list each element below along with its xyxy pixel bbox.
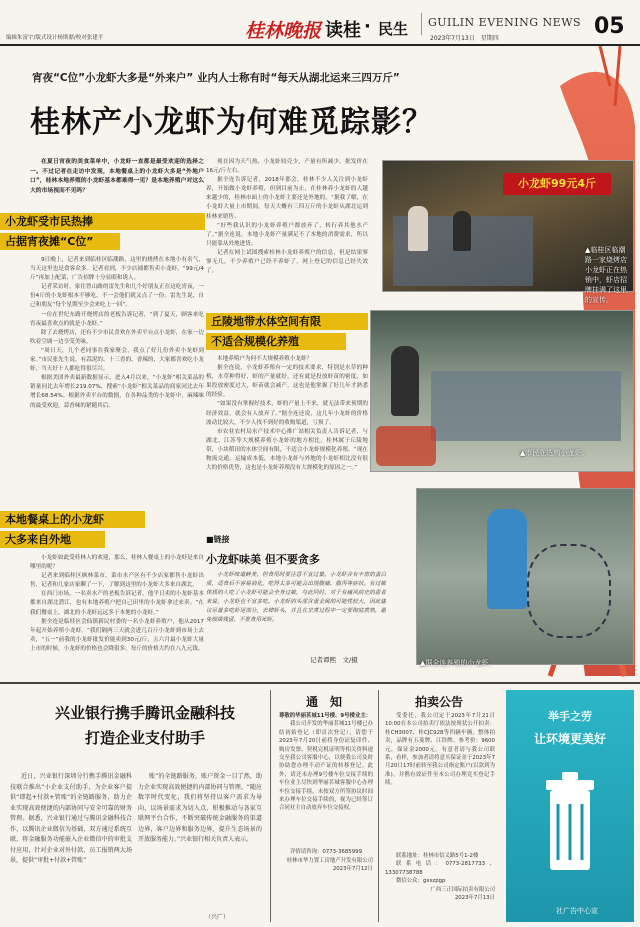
section1-heading-line2: 占据宵夜摊“C位” <box>0 233 120 250</box>
english-name: GUILIN EVENING NEWS <box>428 16 582 29</box>
price-sign: 小龙虾99元4斤 <box>503 173 611 195</box>
paragraph: 据全连是临桂区会仙镇新民村委的一名小龙虾养殖户，他从2017年起开始养殖小龙虾。“我们隔两三天就会进几百斤小龙虾到市场上去卖，“五一”前我的小龙虾批发价能卖到30元/斤，五六月最小龙虾大量上市的时候，小龙虾的价格也会降很多，每斤的价格大约在八九元钱。 <box>30 618 204 652</box>
psa-line1: 举手之劳 <box>548 710 592 723</box>
paragraph: 据全连说，小龙虾养殖有一定的技术要求，特别是水草的种植，水草种得好，虾的产量就好，还有就是投放虾苗的密度，如果投放密度过大，虾苗就会减产，这也是他掌握了好几年才熟悉的经验。 <box>206 365 368 399</box>
bank-title-line1: 兴业银行携手腾讯金融科技 <box>54 704 235 722</box>
auction-date: 2023年7月13日 <box>454 895 495 902</box>
article-headline: 桂林产小龙虾为何难觅踪影？ <box>30 105 433 140</box>
section2-heading-line1: 本地餐桌上的小龙虾 <box>0 511 145 528</box>
link-label: ■链接 <box>206 535 230 544</box>
photo-farmer-net <box>416 488 634 665</box>
section2-heading-line2: 大多来自外地 <box>0 531 105 548</box>
auction-company: 广西三正国际拍卖有限公司 <box>430 886 495 893</box>
article-lead: 在夏日宵夜的美食菜单中，小龙虾一直都是最受欢迎的选择之一。不过记者在走访中发现，本地餐桌上的小龙虾大多是“外地户口”，桂林本地养殖的小龙虾基本都难得一见？是本地养殖户对这么大的市场视而不见吗？ <box>30 159 204 194</box>
notice-body: 我公司开发的华丽茗城11号楼已办结初始登记（即首次登记），请您于2023年7月20日前将身份证复印件、购房发票、契税完税证明等相关资料递交至我公司客服中心，以便我公司及时协助您办理不动产证的转移登记。此外，请还未办理9号楼车位交接手续的车位业主尽快到华丽茗城客服中心办理车位交接手续。未按双方所签协议时间来办理车位交接手续的，视为已经签订合同业主自动放弃车位交接权。 <box>279 721 373 812</box>
section3-heading-line2: 不适合规模化养殖 <box>206 333 346 350</box>
paragraph: 9日晚上，记者来到临桂区临潮路，这里的烧烤在本地小有名气，当天这里也是食客众多。记者看到，不少店铺都售卖小龙虾，“99元/4斤”再加上配菜，广告招牌十分显眼和诱人。 <box>30 257 204 282</box>
auction-address: 联系地址：桂林市信义路5号1-2楼 <box>396 853 479 859</box>
notice-signature: 桂林市华力置工房地产开发有限公司 <box>286 857 373 864</box>
section-divider <box>0 682 640 684</box>
paragraph: “如果没有掌握好技术，虾的产量上不来，就无法带来预期的经济效益，就会有人放弃了。”据全连还说，这几年小龙虾的价格波动比较大，不少人找不到好的收购渠道，亏损了。 <box>206 401 368 426</box>
section3-heading-line1: 丘陵地带水体空间有限 <box>206 313 368 330</box>
bank-byline: （兴广） <box>205 914 230 921</box>
vendor-figure <box>391 346 419 416</box>
link-title: 小龙虾味美 但不要贪多 <box>206 553 320 566</box>
section-dot: · <box>364 16 371 37</box>
article-column-1 <box>30 256 204 506</box>
paragraph: 现在因为天气热，小龙虾较壳少，产量有所减少，批发价在16元/斤左右。 <box>206 159 368 175</box>
paragraph: 本地养殖户为何不大规模养殖小龙虾？ <box>217 356 313 362</box>
article-kicker: 宵夜“C位”小龙虾大多是“外来户” 业内人士称有时“每天从湖北运来三四万斤” <box>32 72 400 84</box>
auction-phone: 联系电话：0773-2817733、13307738788 <box>385 861 495 876</box>
article-column-2-top <box>206 158 368 308</box>
paragraph: 根据美团外卖最新数据显示，进入4月以来，“小龙虾”相关菜品的销量同比去年增长219.07%，搜索“小龙虾”相关菜品的商家同比去年增长68.54%。根据外卖平台的数据，在各种品类的小龙虾中，麻辣味的最受欢迎，蒜香味的紧随其后。 <box>30 375 204 409</box>
auction-body: 受委托，我公司定于2023年7月21日10:00在本公司拍卖厅依法按现状公开拍卖：桂CH3007、桂CJC928等四辆车辆，整体拍卖，品牌有五菱牌、江铃牌、参考价：9600元，保证金2000元。有意者请与我公司联系，看样，参加者请将意买保证金于2023年7月20日17时前转至我公司指定账户(以款到为准)，并携有效证件至本公司办理竞买登记手续。 <box>385 713 495 787</box>
paragraph: 账”的全链路服务，账户资金一目了然，助力企业实现高效便捷的内部协同与管理。“随应数字时代变化，我们将坚持以客户需求为导向，以场景需求为切入点，积极推动与各家互联网平台合作，不断突破传统金融服务的渠道边界，客户边界和服务边界，提升生态场景的开放服务能力。”兴业银行相关负责人表示。 <box>138 773 262 843</box>
crayfish-basin <box>376 426 436 466</box>
paragraph: 在西门市场，一名卖水产的老板告诉记者，他平日卖的小龙虾基本都来自湖北潜江，也有本地养殖户把自己田里的小龙虾拿过来卖。“在我们餐桌上，湖北的小龙虾远远多于本地的小龙虾。” <box>30 591 204 616</box>
masthead-divider <box>421 13 422 35</box>
bank-title-line2: 打造企业支付助手 <box>84 729 205 747</box>
byline: 记者谭熙 文/摄 <box>310 656 358 664</box>
masthead <box>0 0 640 46</box>
paragraph: 小龙虾如此受桂林人的欢迎，那么，桂林人餐桌上的小龙虾是来自哪里的呢？ <box>30 555 204 571</box>
diner-figure <box>453 211 471 251</box>
section1-heading-line1: 小龙虾受市民热捧 <box>0 213 205 230</box>
diner-figure <box>408 206 428 251</box>
article-column-1b <box>30 554 204 684</box>
psa-line2: 让环境更美好 <box>533 732 606 746</box>
section-name: 读桂 <box>325 20 361 41</box>
section-sub: 民生 <box>378 20 409 38</box>
trash-bin-icon <box>544 770 596 880</box>
paper-logo: 桂林晚报 <box>245 20 322 42</box>
paragraph: 一位在世纪东路开烧烤店的老板告诉记者，“到了夏天，顾客来吃宵夜最喜欢点的就是小龙虾。” <box>30 311 204 327</box>
fishing-net <box>527 544 611 638</box>
paragraph: 除了去烧烤店，还有不少市民喜欢在外卖平台点小龙虾，在家一边吹着空调一边享受美味。 <box>30 329 204 345</box>
paragraph: 记者在网上试图搜索桂林小龙虾养殖户的信息，但是结果寥寥无几，不少养殖户已经不养虾了，网上登记的信息已经失效了。 <box>206 249 368 275</box>
link-text <box>206 571 386 651</box>
notice-addressee: 尊敬的华丽茗城11号楼、9号楼业主： <box>279 713 372 719</box>
date-line: 2023年7月13日 星期四 <box>430 35 499 42</box>
notice-box <box>270 690 377 922</box>
farmer-figure <box>487 509 527 609</box>
psa-panel <box>506 690 634 922</box>
paragraph: “好些我认识的小龙虾养殖户都放弃了，转行养其他水产了。”据全连说，本地小龙虾产量满足不了本地的消费需求，所以只能靠从外地进货。 <box>206 222 368 247</box>
notice-date: 2023年7月12日 <box>332 866 373 873</box>
page-number: 05 <box>594 14 625 39</box>
paragraph: “周日天，几个老同事在我家聚会，我点了好几份外卖小龙虾到家。”市民张先生说，有蒜泥的、十三香的、香辣的，大家都喜欢吃小龙虾，当天好十人都吃得很尽兴。 <box>30 347 204 373</box>
paragraph: 据全连告诉记者，2018年那会，桂林不少人关注到小龙虾养，开始做小龙虾养殖，但到目前为止，在桂林养小龙虾的人越来越少的，桂林市面上的小龙虾主要还是外地的。“据我了解，在小龙虾大量上市期间，每天大概有三四万斤的小龙虾从湖北运到桂林来销售。 <box>206 177 368 220</box>
auction-title: 拍卖公告 <box>414 695 463 709</box>
auction-box <box>378 690 499 922</box>
psa-footer: 社广告中心宣 <box>556 907 598 915</box>
editor-credits: 编辑朱富宇/版式设计杨斯鼎/校对张建平 <box>6 35 104 41</box>
notice-hotline: 详情请咨询：0773-3685999 <box>290 849 363 856</box>
seafood-tanks <box>431 371 621 441</box>
paragraph: 市农业农村局水产技术中心推广站相关负责人告诉记者，与湖北、江苏等大规模养殖小龙虾的地方相比，桂林属于丘陵地带，小块稻田的水体空间有限，不适合小龙虾规模化养殖。“现在物流交通，运输成本低，本地小龙虾与外地的小龙虾相比没有很大的价格优势，这也是小龙虾养殖没有大规模化的原因之一。” <box>206 428 368 472</box>
paragraph: 小龙虾味道鲜美，但食用时要注意不宜过量。小龙虾含有丰富的蛋白质，适食后不容易消化，吃得太多可能会出现腹痛、腹泻等症状。有过敏体质的人吃了小龙虾可能会全身过敏，与此同时，对于有痛风病史的患者来说，小龙虾也不宜多吃。小龙虾的头部含重金属的可能性较大，因此建议尽量多吃虾尾部分，去掉虾头，并且在烹煮过程中一定要彻底煮熟，避免细菌残留，不要食用死虾。 <box>206 572 386 623</box>
paragraph: 记者来到临桂区枫林菜市，菜市水产区有不少店家都售小龙虾出售，记者和几家店家聊了一下，了解到这里的小龙虾大多来自湖北。 <box>30 573 204 589</box>
photo3-caption: ▲据全连养殖的小龙虾。 <box>420 659 496 667</box>
bank-column-1 <box>10 772 132 922</box>
bank-column-2 <box>138 772 262 912</box>
notice-title: 通 知 <box>305 695 342 709</box>
photo1-caption: ▲临桂区临潮路一家烧烤店小龙虾正在热销中，虾店招牌挂满了这里的宣传。 <box>585 246 627 304</box>
photo2-caption: ▲市民在选购小龙虾。 <box>520 449 589 457</box>
article-column-2-mid <box>206 355 368 527</box>
auction-wechat: 微信公众：gxszpgp <box>396 878 446 885</box>
paragraph: 记者采访时，家住曾山路的雷先生和几个好朋友正在这吃宵夜，一份4斤的小龙虾根本不够吃，不一会他们就又点了一份。雷先生说，自己和朋友“每个星期至少会来吃上一回”。 <box>30 284 204 309</box>
paragraph: 近日，兴业银行深圳分行携手腾讯金融科技联合推出“小企业支付助手，为企业客户提供“即起+付款+管账”的全链路服务，助力企业实现高效便捷的内部协同与安全可靠的财务管理。据悉，兴业银行通过与腾讯金融科技合作，以腾讯企业微信为基础，双方通过系统互联，将金融服务功能嵌入企业微信中的审批支付应用，针对企业对外付款、员工报销两大场景，提供“审批+付款+管账” <box>10 773 132 864</box>
